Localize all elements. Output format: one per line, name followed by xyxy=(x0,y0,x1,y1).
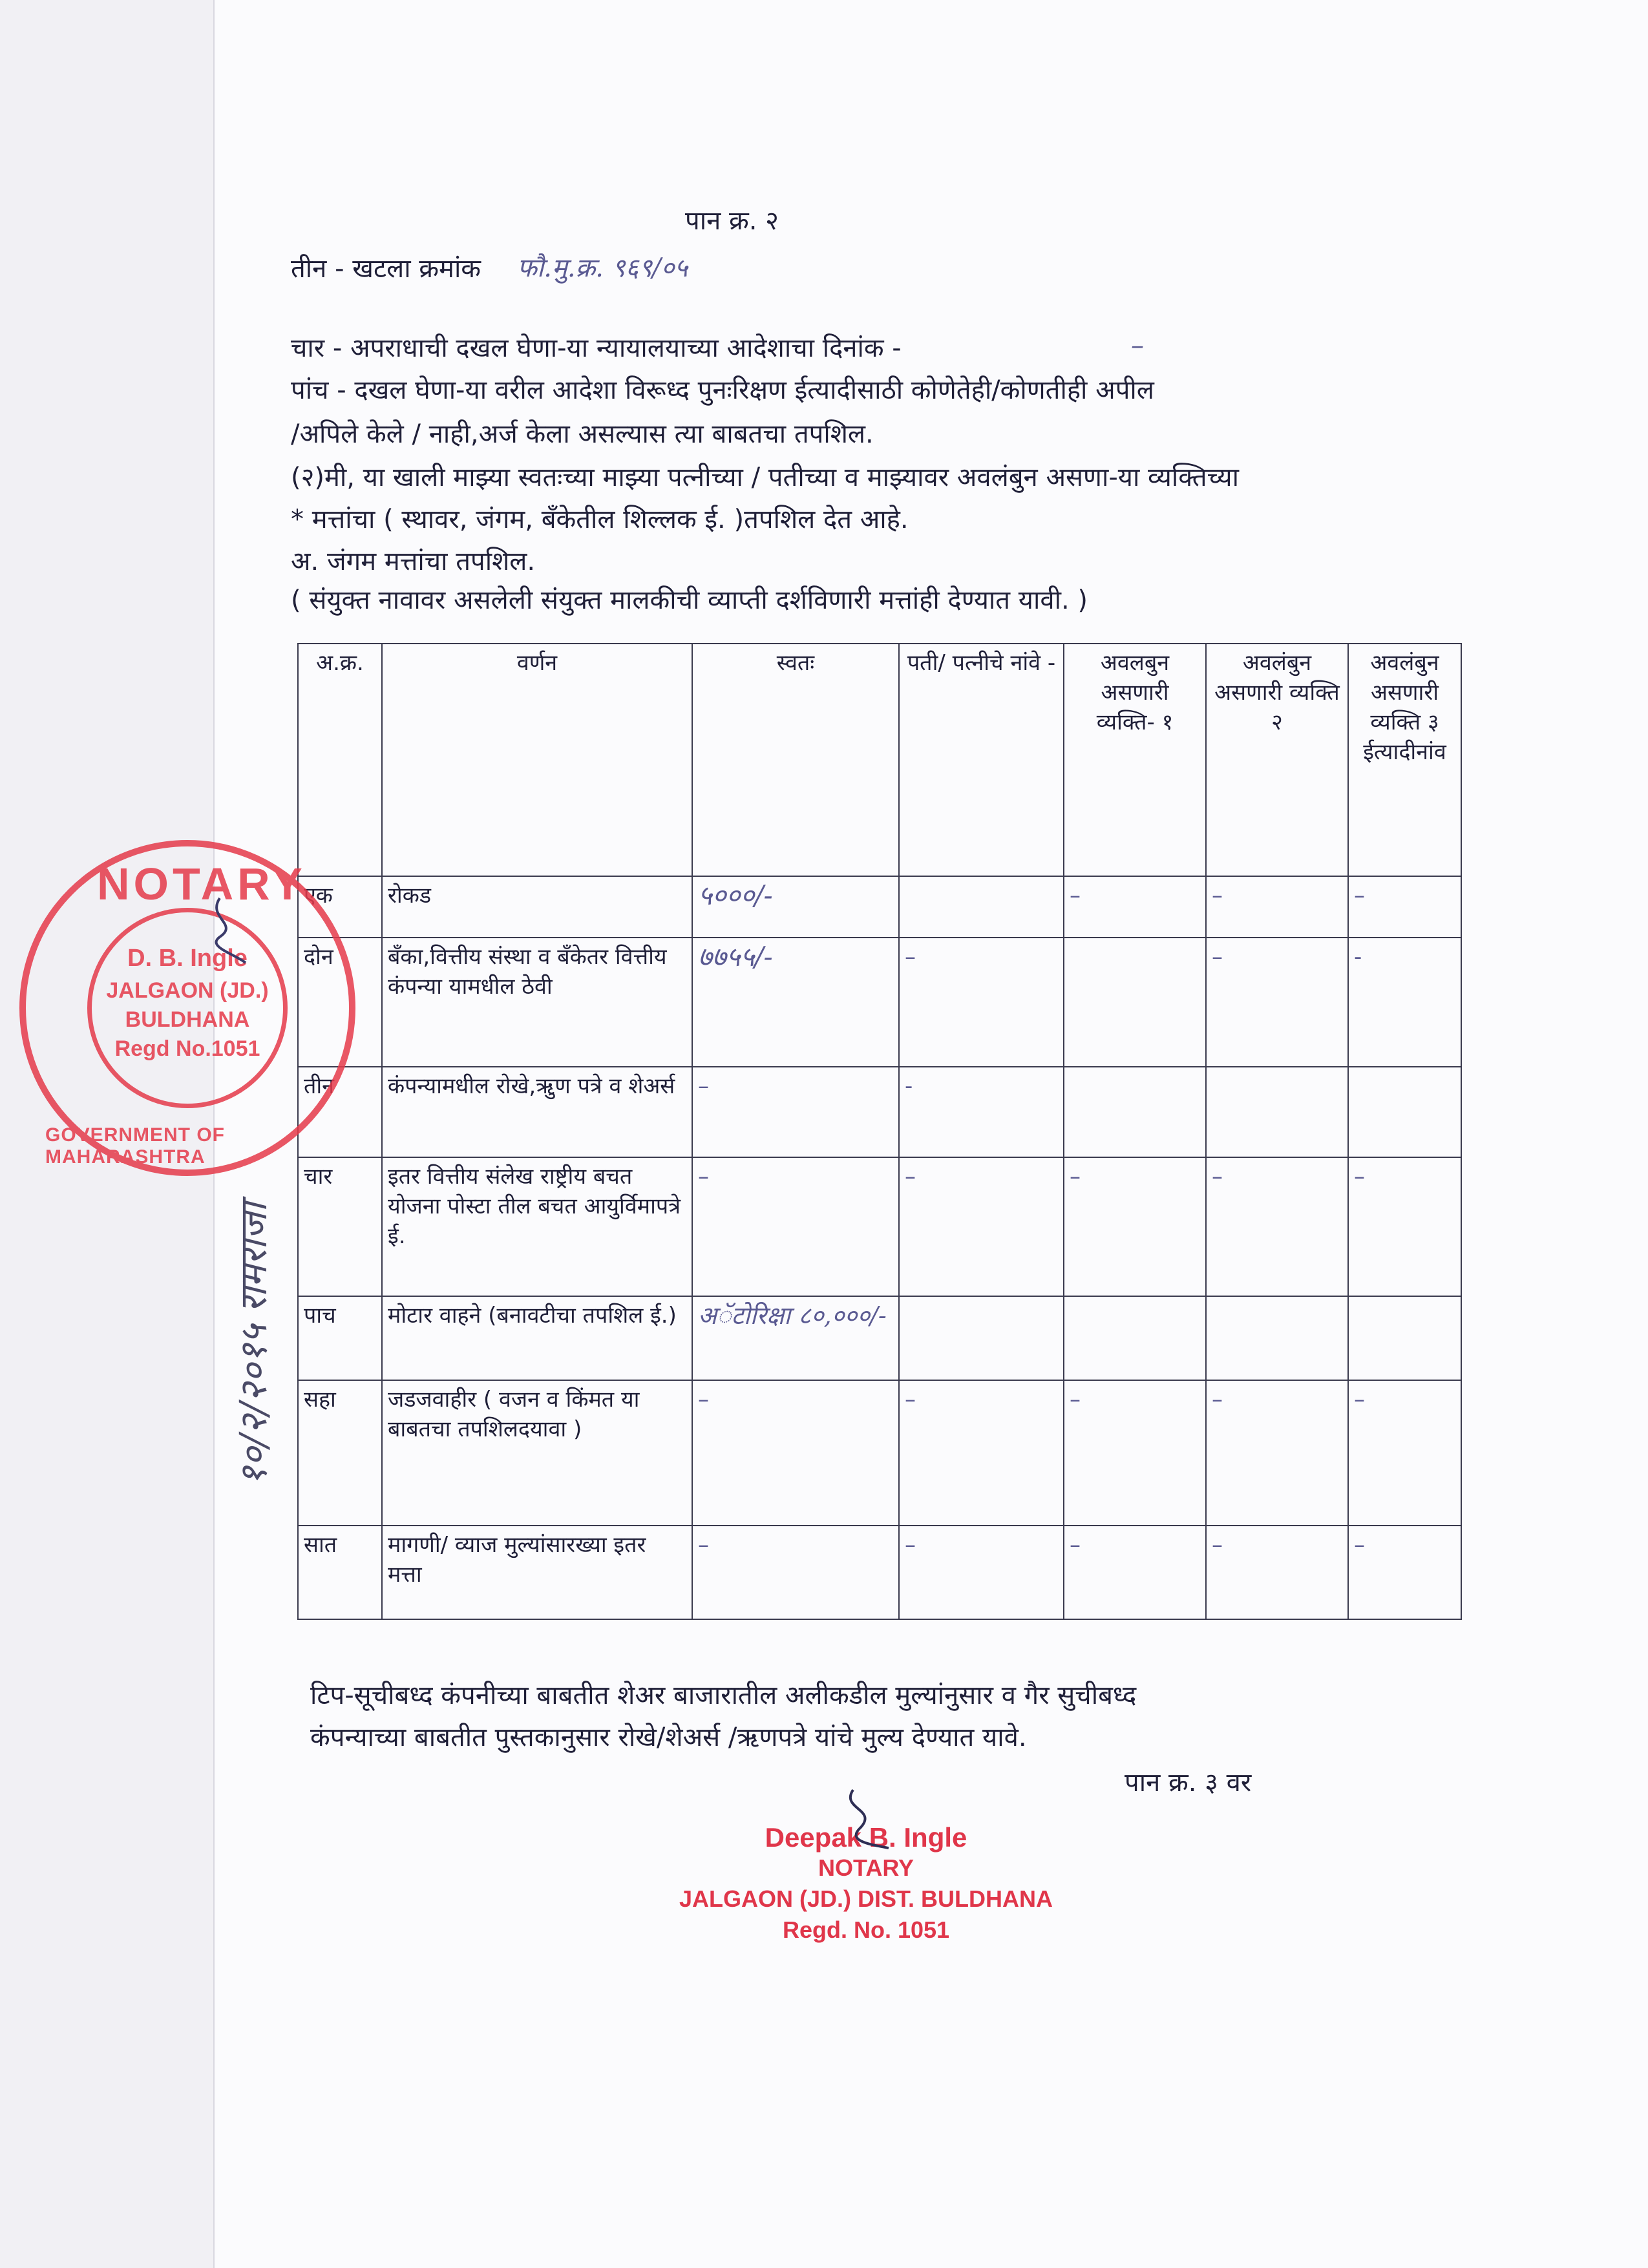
row-sr: पाच xyxy=(298,1296,382,1380)
row-dependent-3-value: – xyxy=(1348,876,1461,938)
row-dependent-1-value: – xyxy=(1064,876,1206,938)
row-dependent-1-value xyxy=(1064,1296,1206,1380)
table-row xyxy=(298,1296,1461,1380)
seal-signature-mark xyxy=(827,1783,898,1854)
row-sr: सहा xyxy=(298,1380,382,1526)
seal-name: Deepak B. Ingle xyxy=(765,1822,967,1853)
table-row xyxy=(298,1526,1461,1619)
seal-regd: Regd. No. 1051 xyxy=(782,1916,950,1943)
footnote-line-1: टिप-सूचीबध्द कंपनीच्या बाबतीत शेअर बाजारातील अलीकडील मुल्यांनुसार व गैर सुचीबध्द xyxy=(310,1681,1137,1710)
table-row xyxy=(298,1067,1461,1157)
row-description: मोटार वाहने (बनावटीचा तपशिल ई.) xyxy=(382,1296,692,1380)
row-spouse-value xyxy=(899,876,1064,938)
order-date-line: चार - अपराधाची दखल घेणा-या न्यायालयाच्या आदेशाचा दिनांक - xyxy=(291,333,902,363)
header-self: स्वतः xyxy=(692,644,899,876)
row-description: इतर वित्तीय संलेख राष्ट्रीय बचत योजना पोस्टा तील बचत आयुर्विमापत्रे ई. xyxy=(382,1157,692,1296)
table-row xyxy=(298,938,1461,1067)
seal-title: NOTARY xyxy=(818,1854,914,1881)
row-self-value: – xyxy=(692,1526,899,1619)
row-dependent-2-value: – xyxy=(1206,1157,1348,1296)
appeal-line-2: /अपिले केले / नाही,अर्ज केला असल्यास त्या बाबतचा तपशिल. xyxy=(291,419,874,449)
assets-intro-line-1: (२)मी, या खाली माझ्या स्वतःच्या माझ्या पत्नीच्या / पतीच्या व माझ्यावर अवलंबुन असणा-या व्यक्तिच्या xyxy=(291,463,1239,492)
row-dependent-2-value xyxy=(1206,1296,1348,1380)
assets-intro-line-2: * मत्तांचा ( स्थावर, जंगम, बँकेतील शिल्लक ई. )तपशिल देत आहे. xyxy=(291,505,909,534)
stamp-place: JALGAON (JD.) xyxy=(106,978,269,1003)
row-description: जडजवाहीर ( वजन व किंमत या बाबतचा तपशिलदयावा ) xyxy=(382,1380,692,1526)
row-sr: चार xyxy=(298,1157,382,1296)
row-dependent-1-value xyxy=(1064,1067,1206,1157)
row-self-value: – xyxy=(692,1157,899,1296)
movable-assets-table xyxy=(297,643,1462,1620)
row-spouse-value: – xyxy=(899,1526,1064,1619)
row-self-value: ५०००/- xyxy=(692,876,899,938)
case-number-handwritten: फौ.मु.क्र. ९६९/०५ xyxy=(517,253,688,283)
table-row xyxy=(298,876,1461,938)
row-spouse-value: – xyxy=(899,1157,1064,1296)
row-spouse-value: – xyxy=(899,938,1064,1067)
header-dependent-1: अवलबुन असणारी व्यक्ति- १ xyxy=(1064,644,1206,876)
row-dependent-2-value: – xyxy=(1206,876,1348,938)
row-dependent-1-value: – xyxy=(1064,1526,1206,1619)
table-row xyxy=(298,1380,1461,1526)
row-dependent-1-value: – xyxy=(1064,1157,1206,1296)
table-row xyxy=(298,1157,1461,1296)
row-dependent-3-value xyxy=(1348,1296,1461,1380)
row-dependent-3-value: – xyxy=(1348,1157,1461,1296)
row-spouse-value: - xyxy=(899,1067,1064,1157)
row-sr: सात xyxy=(298,1526,382,1619)
table-header-row xyxy=(298,644,1461,876)
row-self-value: अॅटोरिक्षा ८०,०००/- xyxy=(692,1296,899,1380)
header-sr: अ.क्र. xyxy=(298,644,382,876)
joint-ownership-note: ( संयुक्त नावावर असलेली संयुक्त मालकीची व्याप्ती दर्शविणारी मत्तांही देण्यात यावी. ) xyxy=(291,585,1088,615)
row-sr: तीन xyxy=(298,1067,382,1157)
margin-handwritten-note: १०/२/२०१५ रामराजा xyxy=(231,1202,275,1486)
row-dependent-3-value xyxy=(1348,1067,1461,1157)
row-description: मागणी/ व्याज मुल्यांसारख्या इतर मत्ता xyxy=(382,1526,692,1619)
seal-place: JALGAON (JD.) DIST. BULDHANA xyxy=(679,1885,1053,1912)
header-description: वर्णन xyxy=(382,644,692,876)
row-dependent-3-value: – xyxy=(1348,1380,1461,1526)
row-self-value: – xyxy=(692,1067,899,1157)
header-dependent-2: अवलंबुन असणारी व्यक्ति २ xyxy=(1206,644,1348,876)
row-dependent-1-value xyxy=(1064,938,1206,1067)
row-dependent-2-value: – xyxy=(1206,1380,1348,1526)
order-date-value: – xyxy=(1131,331,1144,361)
signature-mark xyxy=(200,892,259,969)
case-label: तीन - खटला क्रमांक xyxy=(291,254,481,284)
row-dependent-2-value: – xyxy=(1206,1526,1348,1619)
page-number: पान क्र. २ xyxy=(685,206,779,236)
stamp-top-text: NOTARY xyxy=(97,859,306,909)
round-notary-stamp xyxy=(19,840,355,1176)
row-description: रोकड xyxy=(382,876,692,938)
row-sr: एक xyxy=(298,876,382,938)
row-dependent-2-value xyxy=(1206,1067,1348,1157)
row-description: बँका,वित्तीय संस्था व बँकेतर वित्तीय कंपन्या यामधील ठेवी xyxy=(382,938,692,1067)
row-dependent-2-value: – xyxy=(1206,938,1348,1067)
row-spouse-value: – xyxy=(899,1380,1064,1526)
movable-assets-heading: अ. जंगम मत्तांचा तपशिल. xyxy=(291,547,536,576)
header-dependent-3: अवलंबुन असणारी व्यक्ति ३ ईत्यादीनांव xyxy=(1348,644,1461,876)
row-description: कंपन्यामधील रोखे,ऋुण पत्रे व शेअर्स xyxy=(382,1067,692,1157)
stamp-name: D. B. Ingle xyxy=(127,945,248,972)
row-dependent-3-value: – xyxy=(1348,1526,1461,1619)
row-sr: दोन xyxy=(298,938,382,1067)
appeal-line-1: पांच - दखल घेणा-या वरील आदेशा विरूध्द पुनःरिक्षण ईत्यादीसाठी कोणेतेही/कोणतीही अपील xyxy=(291,375,1154,405)
header-spouse: पती/ पत्नीचे नांवे - xyxy=(899,644,1064,876)
row-dependent-1-value: – xyxy=(1064,1380,1206,1526)
stamp-district: BULDHANA xyxy=(125,1007,250,1032)
stamp-bottom-text: GOVERNMENT OF MAHARASHTRA xyxy=(45,1124,226,1168)
continued-on-page: पान क्र. ३ वर xyxy=(1125,1768,1252,1798)
row-self-value: – xyxy=(692,1380,899,1526)
footnote-line-2: कंपन्याच्या बाबतीत पुस्तकानुसार रोखे/शेअर्स /ऋणपत्रे यांचे मुल्य देण्यात यावे. xyxy=(310,1723,1027,1752)
row-self-value: ७७५५/- xyxy=(692,938,899,1067)
row-spouse-value xyxy=(899,1296,1064,1380)
stamp-regd: Regd No.1051 xyxy=(114,1036,260,1061)
row-dependent-3-value: - xyxy=(1348,938,1461,1067)
